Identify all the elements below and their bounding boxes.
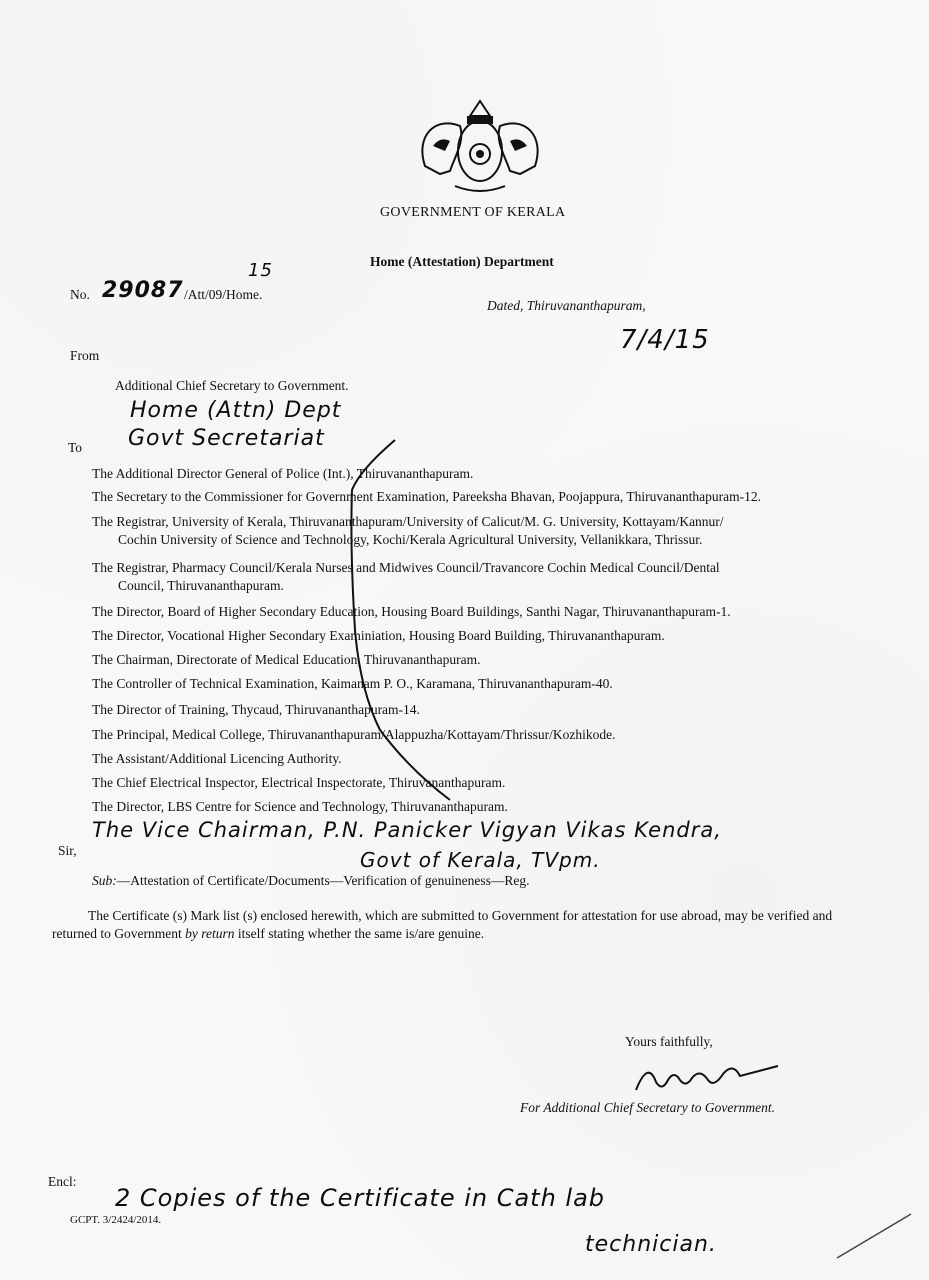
body-emphasis: by return — [185, 926, 235, 942]
subject-line — [92, 873, 530, 889]
salutation: Sir, — [58, 843, 77, 858]
recipient-10: The Principal, Medical College, Thiruvananthapuram/Alappuzha/Kottayam/Thrissur/Kozhikode. — [92, 727, 616, 742]
from-handwritten-2: Govt Secretariat — [128, 426, 325, 451]
body-paragraph: The Certificate (s) Mark list (s) enclosed herewith, which are submitted to Government for attestation for use abroad, may be verified and returned to Government by return itself stating whether the same is/are genuine. — [52, 908, 833, 942]
recipient-3-cont: Cochin University of Science and Technology, Kochi/Kerala Agricultural University, Vellanikkara, Thrissur. — [118, 532, 703, 547]
recipient-4: The Registrar, Pharmacy Council/Kerala Nurses and Midwives Council/Travancore Cochin Medical Council/Dental — [92, 560, 720, 575]
department-title: Home (Attestation) Department — [370, 254, 554, 269]
recipient-7: The Chairman, Directorate of Medical Education, Thiruvananthapuram. — [92, 652, 481, 667]
reference-suffix: /Att/09/Home. — [184, 287, 263, 302]
recipient-3: The Registrar, University of Kerala, Thiruvananthapuram/University of Calicut/M. G. University, Kottayam/Kannur/ — [92, 514, 724, 529]
subject-text: —Attestation of Certificate/Documents—Verification of genuineness—Reg. — [116, 873, 530, 888]
recipient-8: The Controller of Technical Examination, Kaimanam P. O., Karamana, Thiruvananthapuram-40. — [92, 676, 613, 691]
yours-faithfully: Yours faithfully, — [625, 1034, 713, 1049]
government-title: GOVERNMENT OF KERALA — [380, 205, 566, 220]
handwritten-recipient-1: The Vice Chairman, P.N. Panicker Vigyan Vikas Kendra, — [92, 818, 722, 842]
recipient-5: The Director, Board of Higher Secondary Education, Housing Board Buildings, Santhi Nagar, Thiruvananthapuram-1. — [92, 604, 731, 619]
recipient-6: The Director, Vocational Higher Secondary Examiniation, Housing Board Building, Thiruvananthapuram. — [92, 628, 665, 643]
date-handwritten: 7/4/15 — [620, 325, 710, 355]
print-code: GCPT. 3/2424/2014. — [70, 1214, 162, 1226]
recipient-2: The Secretary to the Commissioner for Government Examination, Pareeksha Bhavan, Poojappura, Thiruvananthapuram-12. — [92, 489, 761, 504]
from-handwritten-1: Home (Attn) Dept — [130, 398, 342, 423]
dated-label: Dated, Thiruvananthapuram, — [487, 298, 646, 313]
recipient-4-cont: Council, Thiruvananthapuram. — [118, 578, 284, 593]
corner-mark-icon — [835, 1210, 915, 1260]
recipient-13: The Director, LBS Centre for Science and Technology, Thiruvananthapuram. — [92, 799, 508, 814]
recipient-11: The Assistant/Additional Licencing Authority. — [92, 751, 342, 766]
recipient-12: The Chief Electrical Inspector, Electrical Inspectorate, Thiruvananthapuram. — [92, 775, 506, 790]
subject-label: Sub: — [92, 873, 117, 888]
year-correction: 15 — [248, 260, 273, 281]
selection-stroke-icon — [300, 430, 480, 810]
recipient-9: The Director of Training, Thycaud, Thiruvananthapuram-14. — [92, 702, 420, 717]
handwritten-recipient-2: Govt of Kerala, TVpm. — [360, 848, 601, 872]
encl-label: Encl: — [48, 1174, 77, 1189]
kerala-emblem-icon — [405, 96, 555, 196]
sender: Additional Chief Secretary to Government. — [115, 378, 349, 393]
to-label: To — [68, 440, 83, 455]
reference-no-handwritten: 29087 — [102, 278, 184, 303]
reference-no-label: No. — [70, 287, 90, 302]
signature-icon — [628, 1052, 788, 1097]
from-label: From — [70, 348, 100, 363]
encl-handwritten-2: technician. — [585, 1232, 717, 1257]
recipient-1: The Additional Director General of Police (Int.), Thiruvananthapuram. — [92, 466, 474, 481]
for-line: For Additional Chief Secretary to Government. — [520, 1100, 775, 1115]
encl-handwritten-1: 2 Copies of the Certificate in Cath lab — [115, 1184, 606, 1212]
